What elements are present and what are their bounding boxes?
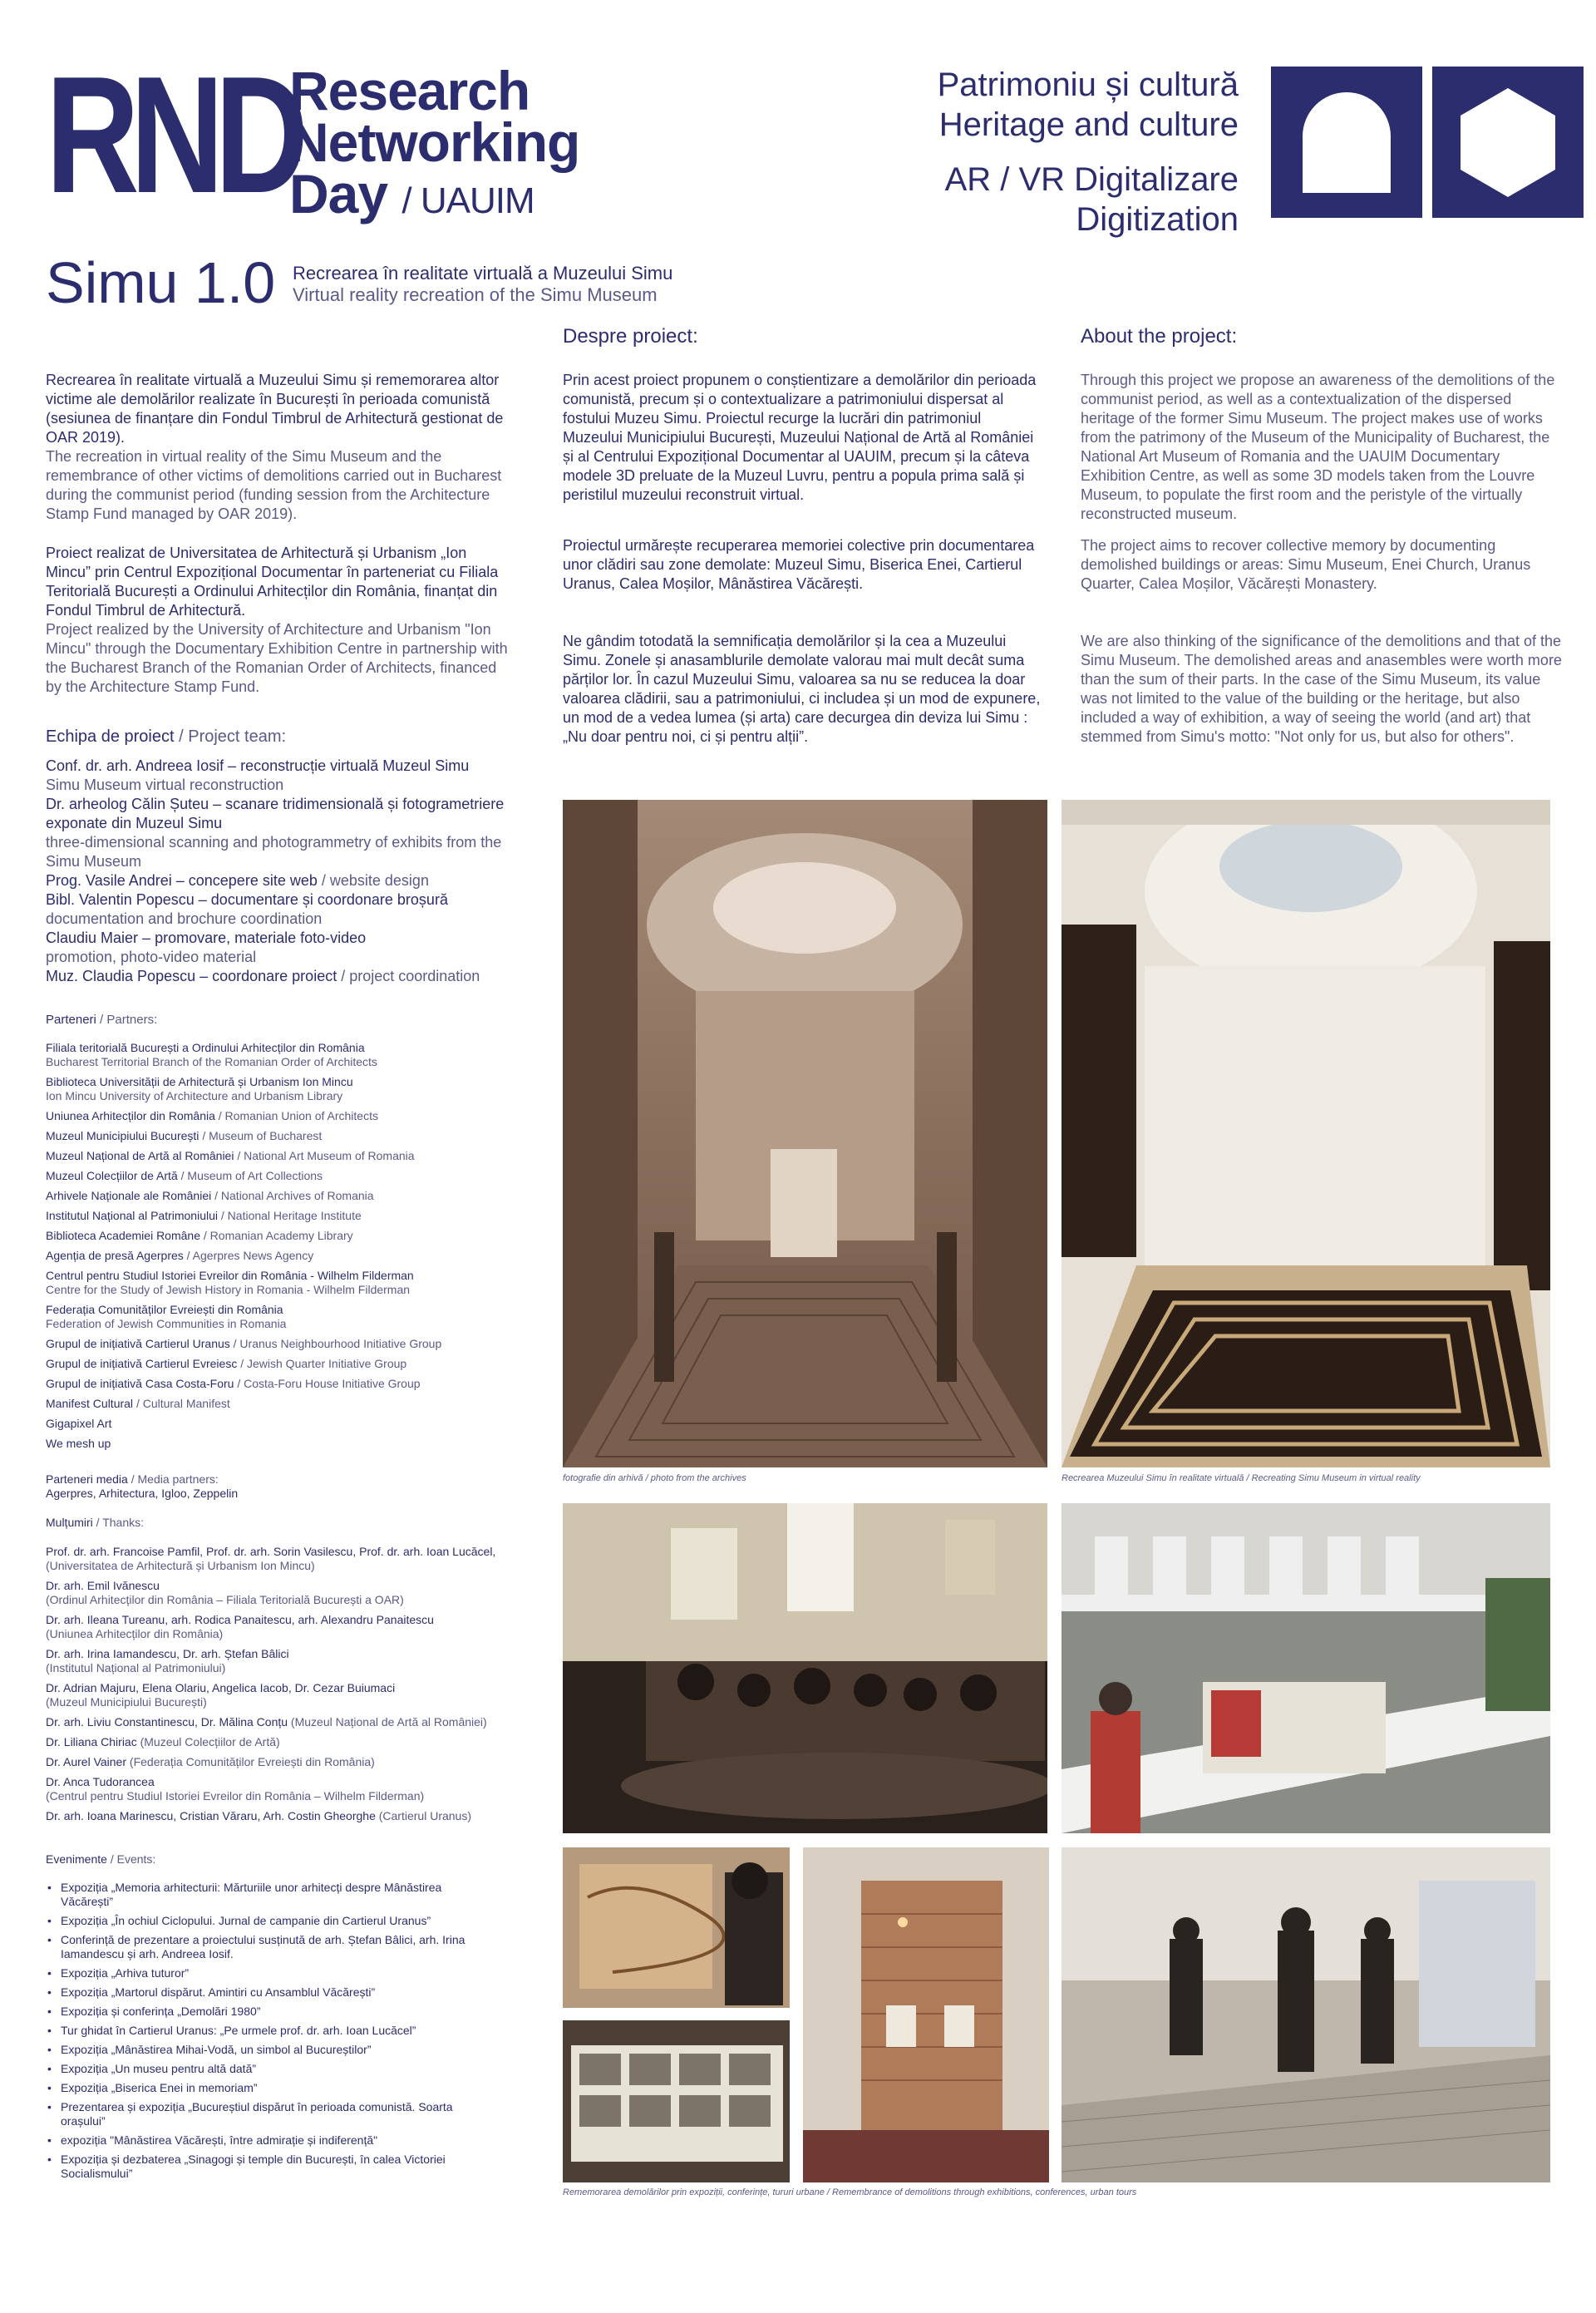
team-member: Bibl. Valentin Popescu – documentare și coordonare broșură documentation and brochure coordination <box>46 891 448 927</box>
partner-item: Uniunea Arhitecților din România / Romanian Union of Architects <box>46 1109 378 1122</box>
brick-gallery-photo <box>803 1847 1049 2182</box>
partner-item: We mesh up <box>46 1437 111 1450</box>
thanks-item: Dr. arh. Emil Ivănescu (Ordinul Arhitecților din România – Filiala Teritorială București a OAR) <box>46 1579 404 1606</box>
about-p1-ro: Prin acest proiect propunem o conștientizare a demolărilor din perioada comunistă, precum și o contextualizare a patrimoniului dispersat al fostului Muzeu Simu. Proiectul recurge la lucrări din patrimoniul Muzeului Municipiului București, Muzeului Național de Artă al României și al Centrului Expozițional Documentar al UAUIM, precum și la câteva modele 3D preluate de la Muzeul Luvru, pentru a popula prima sală și peristilul muzeului reconstruit virtual. <box>563 372 1037 503</box>
about-p2-en: The project aims to recover collective memory by documenting demolished buildings or areas: Simu Museum, Enei Church, Uranus Quarter, Calea Moșilor, Văcărești Monastery. <box>1081 537 1531 592</box>
about-p1-en: Through this project we propose an awareness of the demolitions of the communist period, as well as a contextualization of the dispersed heritage of the former Simu Museum. The project makes use of works from the patrimony of the Museum of the Municipality of Bucharest, the National Art Museum of Romania and the UAUIM Documentary Exhibition Centre, as well as some 3D models taken from the Louvre Museum, to populate the first room and the peristyle of the virtually reconstructed museum. <box>1081 372 1555 522</box>
logo-suffix: / UAUIM <box>401 180 534 221</box>
map-exhibition-photo <box>563 1847 790 2008</box>
logo-line-networking: Networking <box>289 111 580 173</box>
media-partners: Parteneri media / Media partners: Agerpres, Arhitectura, Igloo, Zeppelin <box>46 1472 511 1501</box>
thanks-item: Dr. Aurel Vainer (Federația Comunităților Evreiești din România) <box>46 1755 375 1768</box>
thanks-item: Dr. Liliana Chiriac (Muzeul Colecțiilor de Artă) <box>46 1735 280 1748</box>
events-list-wrap <box>46 1881 495 2186</box>
event-item: • Prezentarea și expoziția „Bucureștiul dispărut în perioada comunistă. Soarta orașului” <box>46 2100 495 2128</box>
thanks-list <box>46 1545 511 1829</box>
team-member: Dr. arheolog Călin Șuteu – scanare tridimensională și fotogrametriere exponate din Muzeul Simu three-dimensional scanning and photogrammetry of exhibits from the Simu Museum <box>46 796 505 870</box>
subtopic-en: Digitization <box>1076 201 1239 238</box>
photo-table-photo <box>563 2020 790 2182</box>
about-heading-en: About the project: <box>1081 325 1238 348</box>
about-p3-en: We are also thinking of the significance of the demolitions and that of the Simu Museum. The demolished areas and anasembles were worth more than the sum of their parts. In the case of the Simu Museum, its value was not limited to the value of the building or the heritage, but also included a way of exhibition, a way of seeing the world (and art) that stemmed from Simu's motto: "Not only for us, but also for others". <box>1081 633 1562 745</box>
partner-item: Grupul de inițiativă Casa Costa-Foru / Costa-Foru House Initiative Group <box>46 1377 421 1390</box>
logo-wordmark <box>289 60 580 227</box>
event-item: • Expoziția „Un museu pentru altă dată” <box>46 2062 495 2076</box>
event-item: • Expoziția „Arhiva tuturor” <box>46 1966 495 1980</box>
subtitle-en: Virtual reality recreation of the Simu Museum <box>293 284 658 305</box>
event-item: • Expoziția „În ochiul Ciclopului. Jurnal de campanie din Cartierul Uranus” <box>46 1914 495 1928</box>
about-p2-ro: Proiectul urmărește recuperarea memoriei colective prin documentarea unor clădiri sau zone demolate: Muzeul Simu, Biserica Enei, Cartierul Uranus, Calea Moșilor, Mânăstirea Văcărești. <box>563 537 1035 592</box>
team-member: Prog. Vasile Andrei – concepere site web / website design <box>46 872 429 889</box>
page-subtitle <box>293 263 672 306</box>
logo-rnd: RND <box>46 42 300 228</box>
vr-render-photo <box>1062 800 1550 1467</box>
vr-caption: Recrearea Muzeului Simu în realitate virtuală / Recreating Simu Museum in virtual reality <box>1062 1473 1421 1483</box>
project-ro: Proiect realizat de Universitatea de Arhitectură și Urbanism „Ion Mincu” prin Centrul Expozițional Documentar în parteneriat cu Filiala Teritorială București a Ordinului Arhitecților din România, finanțat din Fondul Timbrul de Arhitectură. <box>46 545 499 619</box>
event-item: • Expoziția „Mânăstirea Mihai-Vodă, un simbol al Bucureștilor” <box>46 2043 495 2057</box>
archive-caption: fotografie din arhivă / photo from the archives <box>563 1473 746 1483</box>
partners-heading: Parteneri / Partners: <box>46 1013 158 1027</box>
about-heading-ro: Despre proiect: <box>563 325 698 348</box>
team-member: Muz. Claudia Popescu – coordonare proiect / project coordination <box>46 968 480 984</box>
team-member: Conf. dr. arh. Andreea Iosif – reconstrucție virtuală Muzeul Simu Simu Museum virtual reconstruction <box>46 757 470 793</box>
thanks-item: Dr. Anca Tudorancea (Centrul pentru Studiul Istoriei Evreilor din România – Wilhelm Filderman) <box>46 1775 425 1803</box>
visitors-exhibition-photo <box>1062 1847 1550 2182</box>
intro-block <box>46 371 511 524</box>
project-en: Project realized by the University of Architecture and Urbanism "Ion Mincu" through the Documentary Exhibition Centre in partnership with the Bucharest Branch of the Romanian Order of Architects, financed by the Architecture Stamp Fund. <box>46 621 508 695</box>
page-title: Simu 1.0 <box>46 250 276 315</box>
partner-item: Agenția de presă Agerpres / Agerpres News Agency <box>46 1249 314 1262</box>
partner-item: Biblioteca Academiei Române / Romanian Academy Library <box>46 1229 353 1242</box>
header-topic <box>938 65 1239 239</box>
partner-item: Arhivele Naționale ale României / National Archives of Romania <box>46 1189 374 1202</box>
outdoor-exhibition-photo <box>1062 1503 1550 1833</box>
hexagon-icon <box>1432 67 1584 218</box>
partners-list <box>46 1041 511 1457</box>
thanks-item: Dr. arh. Ioana Marinescu, Cristian Văraru, Arh. Costin Gheorghe (Cartierul Uranus) <box>46 1809 471 1822</box>
partner-item: Grupul de inițiativă Cartierul Evreiesc / Jewish Quarter Initiative Group <box>46 1357 407 1370</box>
topic-ro: Patrimoniu și cultură <box>937 67 1239 103</box>
about-p3-ro: Ne gândim totodată la semnificația demolărilor și la cea a Muzeului Simu. Zonele și anasamblurile demolate valorau mai mult decât suma părților lor. În cazul Muzeului Simu, valoarea sa nu se reducea la doar valoarea clădirii, sau a patrimoniului, ci includea și un mod de expunere, un mod de a vedea lumea (și arta) care decurgea din deviza lui Simu :„Nu doar pentru noi, ci și pentru alții”. <box>563 633 1041 745</box>
events-caption: Rememorarea demolărilor prin expoziții, conferințe, tururi urbane / Remembrance of demolitions through exhibitions, conferences, urban tours <box>563 2187 1137 2197</box>
thanks-heading: Mulțumiri / Thanks: <box>46 1516 144 1529</box>
event-item: • Expoziția „Biserica Enei in memoriam” <box>46 2081 495 2095</box>
logo-line-day: Day <box>289 163 388 224</box>
intro-ro: Recrearea în realitate virtuală a Muzeului Simu și rememorarea altor victime ale demolărilor realizate în București în perioada comunistă (sesiunea de finanțare din Fondul Timbrul de Arhitectură gestionat de OAR 2019). <box>46 372 504 446</box>
team-heading <box>46 726 511 747</box>
event-item: • Expoziția și conferința „Demolări 1980” <box>46 2005 495 2019</box>
media-partners-list: Agerpres, Arhitectura, Igloo, Zeppelin <box>46 1487 239 1500</box>
partner-item: Muzeul Municipiului București / Museum of Bucharest <box>46 1129 323 1142</box>
partner-item: Federația Comunităților Evreiești din România Federation of Jewish Communities in Romania <box>46 1303 287 1330</box>
partner-item: Grupul de inițiativă Cartierul Uranus / Uranus Neighbourhood Initiative Group <box>46 1337 442 1350</box>
partner-item: Centrul pentru Studiul Istoriei Evreilor din România - Wilhelm Filderman Centre for the Study of Jewish History in Romania - Wilhelm Filderman <box>46 1269 414 1296</box>
team-heading-ro: Echipa de proiect <box>46 727 175 746</box>
events-list <box>46 1881 495 2181</box>
partner-item: Institutul Național al Patrimoniului / National Heritage Institute <box>46 1209 362 1222</box>
event-item: • Expoziția „Memoria arhitecturii: Mărturiile unor arhitecți despre Mânăstirea Văcărești” <box>46 1881 495 1909</box>
event-item: • Tur ghidat în Cartierul Uranus: „Pe urmele prof. dr. arh. Ioan Lucăcel” <box>46 2024 495 2038</box>
archive-photo <box>563 800 1047 1467</box>
partner-item: Manifest Cultural / Cultural Manifest <box>46 1397 230 1410</box>
thanks-item: Dr. arh. Liviu Constantinescu, Dr. Mălina Conțu (Muzeul Național de Artă al României) <box>46 1715 487 1729</box>
thanks-item: Prof. dr. arh. Francoise Pamfil, Prof. dr. arh. Sorin Vasilescu, Prof. dr. arh. Ioan Lucăcel, (Universitatea de Arhitectură și Urbanism Ion Mincu) <box>46 1545 496 1572</box>
team-heading-en: / Project team: <box>179 727 287 746</box>
events-heading: Evenimente / Events: <box>46 1852 156 1866</box>
thanks-item: Dr. Adrian Majuru, Elena Olariu, Angelica Iacob, Dr. Cezar Buiumaci (Muzeul Municipiului București) <box>46 1681 396 1709</box>
event-item: • expoziția "Mânăstirea Văcărești, între admirație și indiferență" <box>46 2133 495 2148</box>
event-item: • Expoziția „Martorul dispărut. Amintiri cu Ansamblul Văcărești” <box>46 1985 495 2000</box>
intro-en: The recreation in virtual reality of the Simu Museum and the remembrance of other victims of demolitions carried out in Bucharest during the communist period (funding session from the Architecture Stamp Fund managed by OAR 2019). <box>46 448 502 522</box>
subtopic-ro: AR / VR Digitalizare <box>944 161 1239 198</box>
partner-item: Muzeul Colecțiilor de Artă / Museum of Art Collections <box>46 1169 323 1182</box>
team-list <box>46 757 511 986</box>
partner-item: Filiala teritorială București a Ordinului Arhitecților din România Bucharest Territorial Branch of the Romanian Order of Architects <box>46 1041 377 1068</box>
conference-photo <box>563 1503 1047 1833</box>
thanks-item: Dr. arh. Irina Iamandescu, Dr. arh. Ștefan Bâlici (Institutul Național al Patrimoniului) <box>46 1647 289 1674</box>
topic-en: Heritage and culture <box>938 106 1239 143</box>
team-member: Claudiu Maier – promovare, materiale foto-video promotion, photo-video material <box>46 930 367 965</box>
arch-icon <box>1271 67 1422 218</box>
partner-item: Gigapixel Art <box>46 1417 112 1430</box>
subtitle-ro: Recrearea în realitate virtuală a Muzeului Simu <box>293 263 673 284</box>
partner-item: Biblioteca Universității de Arhitectură și Urbanism Ion Mincu Ion Mincu University of Architecture and Urbanism Library <box>46 1075 353 1102</box>
project-block <box>46 544 511 697</box>
partner-item: Muzeul Național de Artă al României / National Art Museum of Romania <box>46 1149 415 1162</box>
event-item: • Conferință de prezentare a proiectului susținută de arh. Ștefan Bâlici, arh. Irina Iamandescu și arh. Andreea Iosif. <box>46 1933 495 1961</box>
thanks-item: Dr. arh. Ileana Tureanu, arh. Rodica Panaitescu, arh. Alexandru Panaitescu (Uniunea Arhitecților din România) <box>46 1613 434 1640</box>
event-item: • Expoziția și dezbaterea „Sinagogi și temple din București, în calea Victoriei Socialismului” <box>46 2153 495 2181</box>
logo-line-research: Research <box>289 60 530 121</box>
